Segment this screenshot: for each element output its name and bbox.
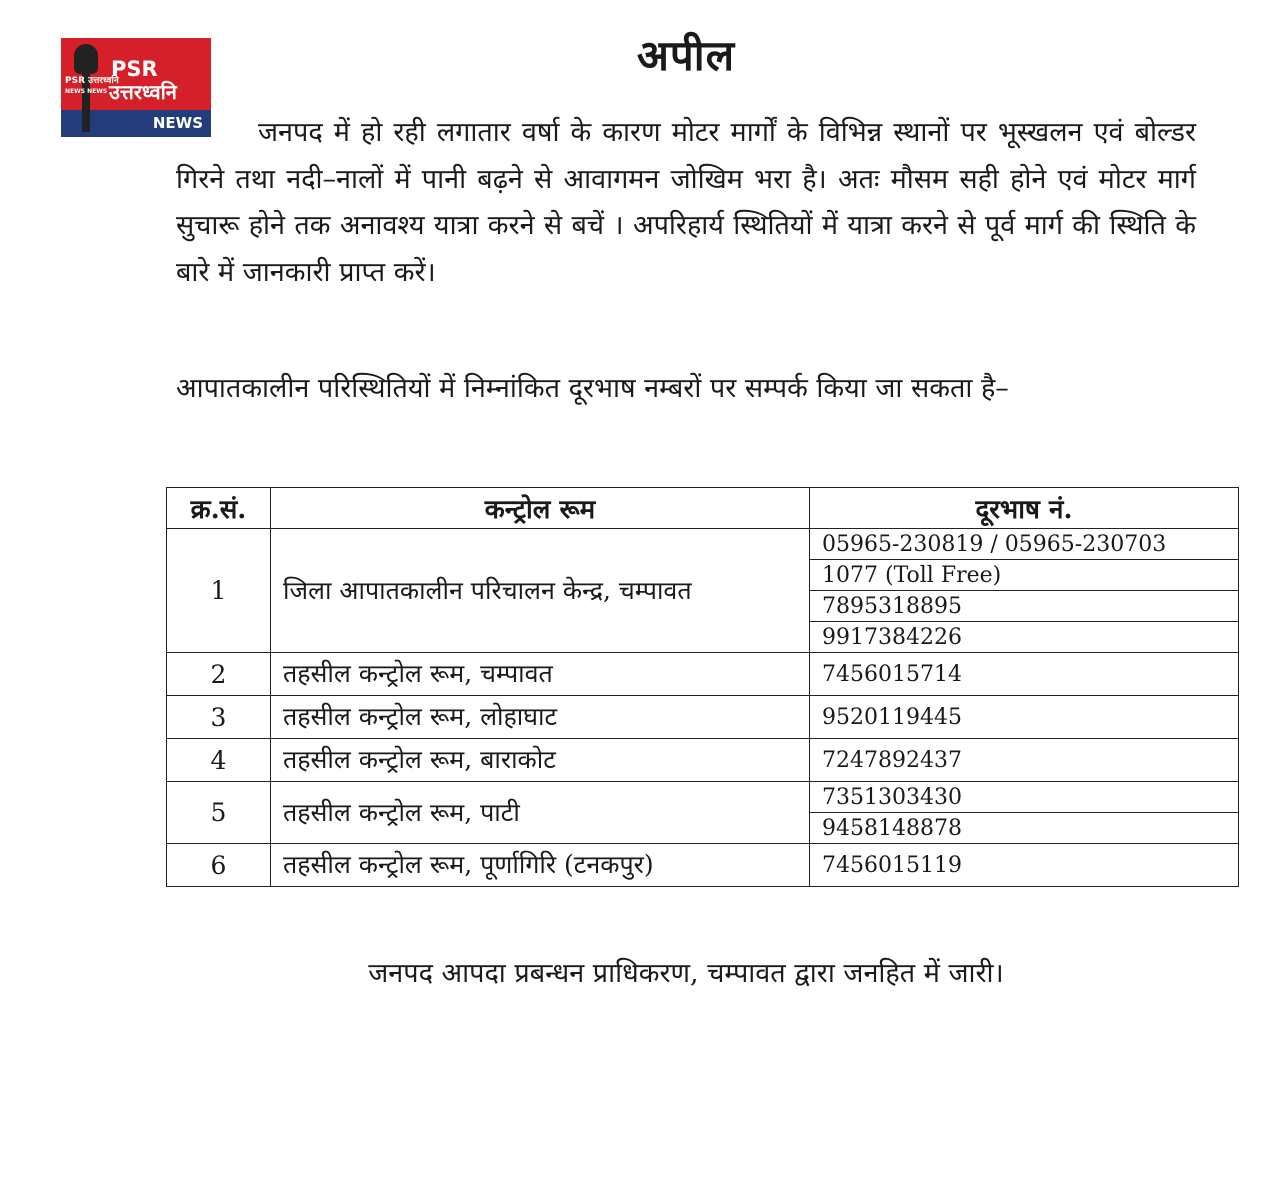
row-sn: 4 bbox=[167, 739, 271, 782]
phone-number: 9458148878 bbox=[810, 813, 1239, 844]
table-row bbox=[167, 844, 1239, 887]
logo-brand-name: उत्तरध्वनि bbox=[109, 80, 177, 104]
control-room-table bbox=[166, 487, 1239, 887]
logo-mic-label: PSR उत्तरध्वनि NEWS NEWS bbox=[65, 76, 119, 95]
appeal-paragraph: जनपद में हो रही लगातार वर्षा के कारण मोटर मार्गों के विभिन्न स्थानों पर भूस्खलन एवं बोल्डर गिरने तथा नदी–नालों में पानी बढ़ने से आवागमन जोखिम भरा है। अतः मौसम सही होने एवं मोटर मार्ग सुचारू होने तक अनावश्य यात्रा करने से बचें । अपरिहार्य स्थितियों में यात्रा करने से पूर्व मार्ग की स्थिति के बारे में जानकारी प्राप्त करें। bbox=[176, 117, 1196, 288]
header-sn: क्र.सं. bbox=[167, 488, 271, 529]
phone-number: 7895318895 bbox=[810, 591, 1239, 622]
row-room: तहसील कन्ट्रोल रूम, बाराकोट bbox=[271, 739, 810, 782]
row-sn: 6 bbox=[167, 844, 271, 887]
row-room: तहसील कन्ट्रोल रूम, लोहाघाट bbox=[271, 696, 810, 739]
row-room: तहसील कन्ट्रोल रूम, पूर्णागिरि (टनकपुर) bbox=[271, 844, 810, 887]
phone-number: 7456015119 bbox=[810, 844, 1239, 887]
row-sn: 3 bbox=[167, 696, 271, 739]
logo-news-label: NEWS bbox=[152, 114, 203, 132]
phone-number: 7247892437 bbox=[810, 739, 1239, 782]
row-room: जिला आपातकालीन परिचालन केन्द्र, चम्पावत bbox=[271, 529, 810, 653]
table-row bbox=[167, 696, 1239, 739]
row-sn: 5 bbox=[167, 782, 271, 844]
phone-number: 05965-230819 / 05965-230703 bbox=[810, 529, 1239, 560]
row-room: तहसील कन्ट्रोल रूम, चम्पावत bbox=[271, 653, 810, 696]
table-header-row bbox=[167, 488, 1239, 529]
phone-number: 7456015714 bbox=[810, 653, 1239, 696]
header-room: कन्ट्रोल रूम bbox=[271, 488, 810, 529]
emergency-intro: आपातकालीन परिस्थितियों में निम्नांकित दूरभाष नम्बरों पर सम्पर्क किया जा सकता है– bbox=[176, 373, 1009, 404]
page-title: अपील bbox=[636, 31, 736, 80]
phone-number: 1077 (Toll Free) bbox=[810, 560, 1239, 591]
phone-number: 7351303430 bbox=[810, 782, 1239, 813]
row-room: तहसील कन्ट्रोल रूम, पाटी bbox=[271, 782, 810, 844]
header-phone: दूरभाष नं. bbox=[810, 488, 1239, 529]
table-row bbox=[167, 782, 1239, 813]
logo-brand-psr: PSR bbox=[111, 57, 158, 81]
table-row bbox=[167, 653, 1239, 696]
row-sn: 1 bbox=[167, 529, 271, 653]
table-row bbox=[167, 739, 1239, 782]
footer-note: जनपद आपदा प्रबन्धन प्राधिकरण, चम्पावत द्वारा जनहित में जारी। bbox=[368, 958, 1004, 989]
row-sn: 2 bbox=[167, 653, 271, 696]
table-row bbox=[167, 529, 1239, 560]
phone-number: 9917384226 bbox=[810, 622, 1239, 653]
phone-number: 9520119445 bbox=[810, 696, 1239, 739]
